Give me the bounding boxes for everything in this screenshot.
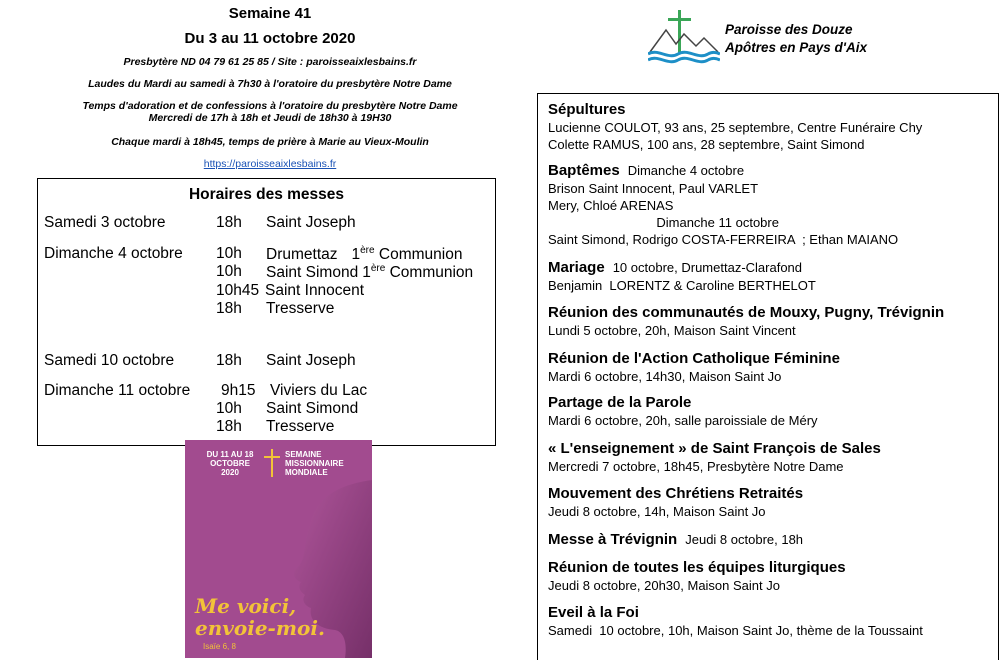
announcement-section (548, 485, 803, 520)
mass-schedule-box (37, 178, 496, 446)
announcement-section (548, 259, 816, 294)
section-heading: Sépultures (548, 101, 626, 118)
section-detail-line: Jeudi 8 octobre, 14h, Maison Saint Jo (548, 504, 766, 519)
section-heading: Mouvement des Chrétiens Retraités (548, 485, 804, 502)
announcement-section (548, 394, 818, 429)
section-heading: Partage de la Parole (548, 394, 692, 411)
mass-schedule-title: Horaires des messes (188, 186, 345, 203)
mass-place: Viviers du Lac (270, 382, 368, 399)
section-inline-detail: 10 octobre, Drumettaz-Clarafond (612, 260, 803, 275)
section-heading: Réunion des communautés de Mouxy, Pugny, Trévignin (548, 304, 945, 321)
mass-time: 18h (216, 418, 242, 435)
cross-wave-logo-icon (648, 8, 720, 64)
section-heading: Baptêmes (548, 162, 620, 179)
announcement-section (548, 350, 840, 385)
poster-reference: Isaïe 6, 8 (203, 642, 236, 651)
section-inline-detail: Dimanche 4 octobre (627, 163, 745, 178)
mass-time: 18h (216, 300, 242, 317)
section-detail-line: Mardi 6 octobre, 14h30, Maison Saint Jo (548, 369, 782, 384)
mass-day: Samedi 3 octobre (44, 214, 166, 231)
section-heading: Réunion de toutes les équipes liturgiques (548, 559, 846, 576)
section-detail-line: Lucienne COULOT, 93 ans, 25 septembre, Centre Funéraire Chy (548, 120, 923, 135)
section-detail-line: Benjamin LORENTZ & Caroline BERTHELOT (548, 278, 816, 293)
contact-line: Presbytère ND 04 79 61 25 85 / Site : paroisseaixlesbains.fr (123, 56, 417, 68)
prayer-line: Chaque mardi à 18h45, temps de prière à Marie au Vieux-Moulin (111, 136, 429, 148)
mission-week-poster (185, 440, 372, 658)
mass-place: Tresserve (266, 418, 335, 435)
section-detail-line: Dimanche 11 octobre (548, 215, 779, 230)
parish-name: Paroisse des Douze Apôtres en Pays d'Aix (725, 22, 868, 55)
week-title: Semaine 41 (228, 5, 312, 22)
mass-place: Saint Innocent (265, 282, 365, 299)
mass-place: Saint Joseph (266, 214, 356, 231)
announcement-section (548, 604, 923, 639)
website-link[interactable]: https://paroisseaixlesbains.fr (203, 158, 337, 170)
section-detail-line: Mardi 6 octobre, 20h, salle paroissiale de Méry (548, 413, 818, 428)
communion-note: 1ère Communion (362, 263, 474, 282)
communion-note: 1ère Communion (351, 245, 463, 264)
adoration-line-2: Mercredi de 17h à 18h et Jeudi de 18h30 à 19H30 (148, 112, 392, 124)
announcement-section (548, 440, 881, 475)
mass-time: 10h (216, 263, 242, 280)
section-detail-line: Lundi 5 octobre, 20h, Maison Saint Vincent (548, 323, 796, 338)
section-detail-line: Samedi 10 octobre, 10h, Maison Saint Jo, thème de la Toussaint (548, 623, 923, 638)
poster-cross-icon (271, 449, 273, 477)
mass-day: Dimanche 4 octobre (44, 245, 183, 262)
poster-label: SEMAINE MISSIONNAIRE MONDIALE (285, 450, 344, 477)
section-detail-line: Brison Saint Innocent, Paul VARLET (548, 181, 759, 196)
section-detail-line: Colette RAMUS, 100 ans, 28 septembre, Saint Simond (548, 137, 865, 152)
section-heading: Réunion de l'Action Catholique Féminine (548, 350, 840, 367)
mass-place: Saint Simond (266, 400, 359, 417)
section-heading: Mariage (548, 259, 605, 276)
poster-dates: DU 11 AU 18 OCTOBRE 2020 (206, 450, 254, 477)
announcement-section (548, 559, 846, 594)
announcement-section (548, 101, 922, 153)
mass-time: 18h (216, 214, 242, 231)
section-heading: « L'enseignement » de Saint François de Sales (548, 440, 881, 457)
section-detail-line: Mercredi 7 octobre, 18h45, Presbytère Notre Dame (548, 459, 844, 474)
section-heading: Eveil à la Foi (548, 604, 639, 621)
announcement-section (548, 304, 944, 339)
mass-place: Saint Simond 1ère Communion (266, 263, 474, 282)
mass-time: 10h45 (216, 282, 260, 299)
announcement-section (548, 162, 898, 248)
section-heading: Messe à Trévignin (548, 531, 678, 548)
mass-time: 10h (216, 400, 242, 417)
announcement-section (548, 531, 803, 549)
date-range: Du 3 au 11 octobre 2020 (184, 30, 356, 47)
mass-place: Saint Joseph (266, 352, 356, 369)
adoration-line-1: Temps d'adoration et de confessions à l'oratoire du presbytère Notre Dame (82, 100, 458, 112)
mass-time: 9h15 (221, 382, 256, 399)
section-detail-line: Jeudi 8 octobre, 20h30, Maison Saint Jo (548, 578, 780, 593)
mass-time: 10h (216, 245, 242, 262)
section-inline-detail: Jeudi 8 octobre, 18h (685, 532, 804, 547)
mass-day: Samedi 10 octobre (44, 352, 175, 369)
mass-place: Tresserve (266, 300, 335, 317)
poster-quote: Me voici, envoie-moi. (195, 594, 325, 640)
laudes-line: Laudes du Mardi au samedi à 7h30 à l'oratoire du presbytère Notre Dame (88, 78, 452, 90)
section-detail-line: Saint Simond, Rodrigo COSTA-FERREIRA ; Ethan MAIANO (548, 232, 899, 247)
mass-place: Drumettaz 1ère Communion (266, 245, 463, 264)
mass-time: 18h (216, 352, 242, 369)
announcements-box (537, 93, 999, 660)
section-detail-line: Mery, Chloé ARENAS (548, 198, 674, 213)
mass-day: Dimanche 11 octobre (44, 382, 191, 399)
